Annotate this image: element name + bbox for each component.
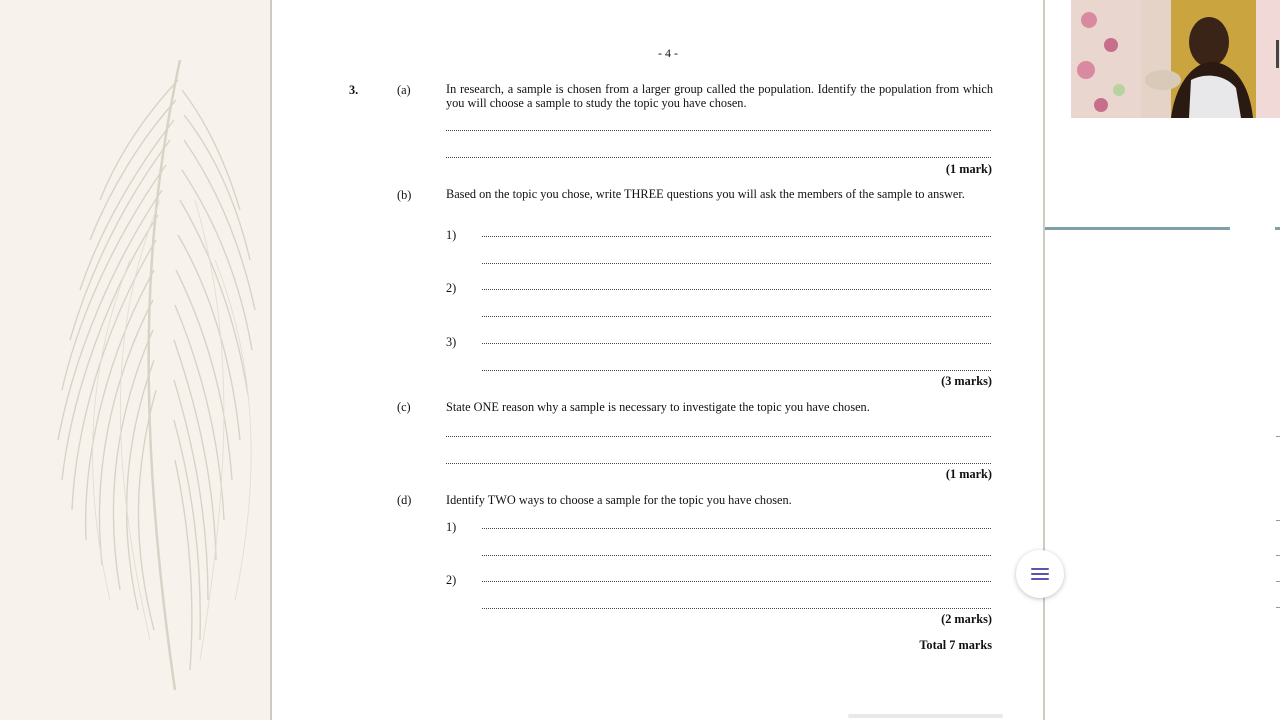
part-a-label: (a)	[397, 83, 411, 97]
part-d-marks: (2 marks)	[941, 612, 992, 626]
answer-line[interactable]	[482, 370, 991, 371]
answer-line[interactable]	[482, 289, 991, 290]
menu-button[interactable]	[1016, 550, 1064, 598]
answer-line[interactable]	[482, 555, 991, 556]
part-b-marks: (3 marks)	[941, 374, 992, 388]
edge-marker	[1276, 436, 1280, 437]
answer-line[interactable]	[482, 528, 991, 529]
answer-line[interactable]	[482, 263, 991, 264]
part-b-label: (b)	[397, 188, 412, 202]
right-panel	[1045, 0, 1280, 720]
answer-line[interactable]	[482, 608, 991, 609]
part-d-text: Identify TWO ways to choose a sample for the topic you have chosen.	[446, 493, 792, 507]
document-page[interactable]	[272, 0, 1043, 720]
part-d-label: (d)	[397, 493, 412, 507]
edge-marker	[1276, 607, 1280, 608]
part-b-item-1: 1)	[446, 228, 457, 242]
answer-line[interactable]	[446, 463, 991, 464]
answer-line[interactable]	[446, 157, 991, 158]
edge-marker	[1276, 40, 1279, 68]
answer-line[interactable]	[446, 130, 991, 131]
edge-marker	[1276, 581, 1280, 582]
menu-icon	[1030, 566, 1050, 582]
part-c-text: State ONE reason why a sample is necessary to investigate the topic you have chosen.	[446, 400, 870, 414]
accent-divider	[1045, 227, 1230, 230]
part-b-item-3: 3)	[446, 335, 457, 349]
part-d-item-1: 1)	[446, 520, 457, 534]
answer-line[interactable]	[482, 581, 991, 582]
part-d-item-2: 2)	[446, 573, 457, 587]
question-number: 3.	[349, 83, 359, 97]
part-b-text: Based on the topic you chose, write THREE questions you will ask the members of the sample to answer.	[446, 187, 965, 201]
page-number: - 4 -	[658, 46, 678, 60]
answer-line[interactable]	[482, 343, 991, 344]
edge-marker	[1276, 555, 1280, 556]
edge-marker	[1276, 520, 1280, 521]
webcam-feed	[1071, 0, 1280, 118]
total-marks: Total 7 marks	[919, 638, 992, 652]
part-c-marks: (1 mark)	[945, 467, 992, 481]
part-a-text: In research, a sample is chosen from a larger group called the population. Identify the population from which you will choose a sample to study the topic you have chosen.	[446, 82, 993, 110]
part-c-label: (c)	[397, 400, 411, 414]
edge-marker	[1276, 228, 1280, 229]
feather-icon	[0, 0, 270, 720]
answer-line[interactable]	[446, 436, 991, 437]
answer-line[interactable]	[482, 316, 991, 317]
horizontal-scrollbar[interactable]	[848, 714, 1003, 718]
answer-line[interactable]	[482, 236, 991, 237]
part-b-item-2: 2)	[446, 281, 457, 295]
left-decor-panel	[0, 0, 270, 720]
part-a-marks: (1 mark)	[945, 162, 992, 176]
